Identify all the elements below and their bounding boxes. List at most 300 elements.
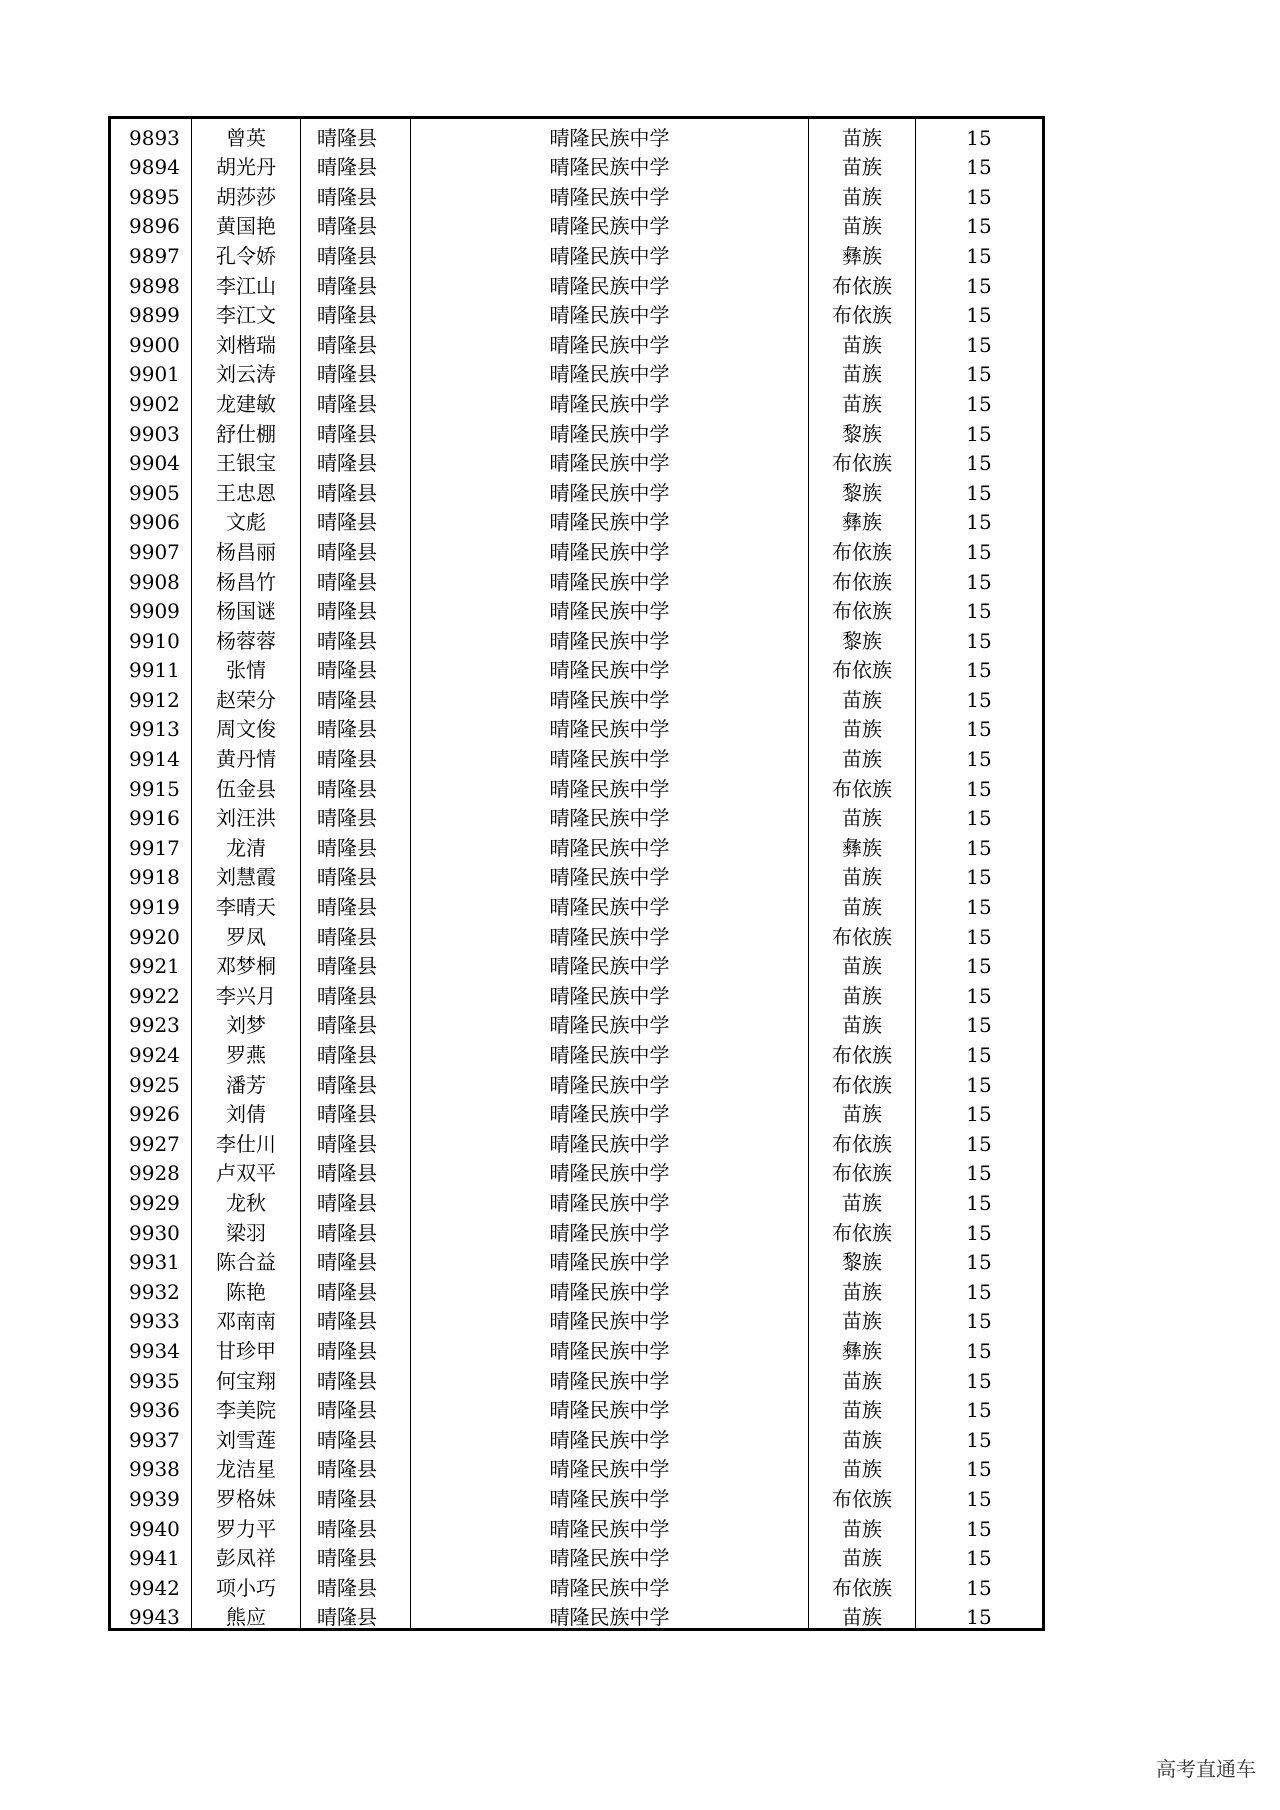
school-cell: 晴隆民族中学 (411, 326, 809, 356)
school-cell: 晴隆民族中学 (411, 118, 809, 149)
school-cell: 晴隆民族中学 (411, 1125, 809, 1155)
id-cell: 9899 (110, 297, 192, 327)
county-cell: 晴隆县 (301, 474, 411, 504)
score-cell: 15 (916, 1066, 1044, 1096)
table-row (110, 948, 1044, 978)
name-cell: 梁羽 (192, 1214, 301, 1244)
id-cell: 9914 (110, 740, 192, 770)
county-cell: 晴隆县 (301, 770, 411, 800)
score-cell: 15 (916, 326, 1044, 356)
id-cell: 9894 (110, 149, 192, 179)
table-row (110, 829, 1044, 859)
ethnicity-cell: 苗族 (809, 178, 916, 208)
id-cell: 9923 (110, 1007, 192, 1037)
county-cell: 晴隆县 (301, 208, 411, 238)
table-row (110, 1214, 1044, 1244)
ethnicity-cell: 苗族 (809, 1303, 916, 1333)
name-cell: 胡光丹 (192, 149, 301, 179)
county-cell: 晴隆县 (301, 1540, 411, 1570)
county-cell: 晴隆县 (301, 681, 411, 711)
id-cell: 9906 (110, 504, 192, 534)
roster-table (108, 116, 1045, 1631)
county-cell: 晴隆县 (301, 1332, 411, 1362)
id-cell: 9900 (110, 326, 192, 356)
school-cell: 晴隆民族中学 (411, 1036, 809, 1066)
table-row (110, 208, 1044, 238)
county-cell: 晴隆县 (301, 415, 411, 445)
name-cell: 项小巧 (192, 1569, 301, 1599)
name-cell: 曾英 (192, 118, 301, 149)
county-cell: 晴隆县 (301, 829, 411, 859)
id-cell: 9897 (110, 237, 192, 267)
county-cell: 晴隆县 (301, 1303, 411, 1333)
ethnicity-cell: 黎族 (809, 415, 916, 445)
name-cell: 甘珍甲 (192, 1332, 301, 1362)
ethnicity-cell: 布依族 (809, 652, 916, 682)
school-cell: 晴隆民族中学 (411, 740, 809, 770)
id-cell: 9898 (110, 267, 192, 297)
table-row (110, 326, 1044, 356)
id-cell: 9912 (110, 681, 192, 711)
name-cell: 罗格妹 (192, 1480, 301, 1510)
table-row (110, 1125, 1044, 1155)
table-row (110, 297, 1044, 327)
school-cell: 晴隆民族中学 (411, 1007, 809, 1037)
name-cell: 刘梦 (192, 1007, 301, 1037)
score-cell: 15 (916, 356, 1044, 386)
county-cell: 晴隆县 (301, 652, 411, 682)
score-cell: 15 (916, 622, 1044, 652)
county-cell: 晴隆县 (301, 326, 411, 356)
score-cell: 15 (916, 829, 1044, 859)
ethnicity-cell: 布依族 (809, 770, 916, 800)
score-cell: 15 (916, 1480, 1044, 1510)
id-cell: 9908 (110, 563, 192, 593)
ethnicity-cell: 布依族 (809, 1155, 916, 1185)
county-cell: 晴隆县 (301, 977, 411, 1007)
name-cell: 刘倩 (192, 1096, 301, 1126)
table-row (110, 415, 1044, 445)
county-cell: 晴隆县 (301, 118, 411, 149)
county-cell: 晴隆县 (301, 237, 411, 267)
score-cell: 15 (916, 888, 1044, 918)
id-cell: 9917 (110, 829, 192, 859)
ethnicity-cell: 苗族 (809, 1510, 916, 1540)
ethnicity-cell: 苗族 (809, 859, 916, 889)
county-cell: 晴隆县 (301, 1392, 411, 1422)
county-cell: 晴隆县 (301, 356, 411, 386)
ethnicity-cell: 苗族 (809, 1451, 916, 1481)
ethnicity-cell: 苗族 (809, 385, 916, 415)
name-cell: 黄丹情 (192, 740, 301, 770)
table-row (110, 1184, 1044, 1214)
score-cell: 15 (916, 740, 1044, 770)
name-cell: 杨国谜 (192, 593, 301, 623)
id-cell: 9905 (110, 474, 192, 504)
score-cell: 15 (916, 652, 1044, 682)
table-row (110, 1244, 1044, 1274)
county-cell: 晴隆县 (301, 178, 411, 208)
table-row (110, 563, 1044, 593)
ethnicity-cell: 黎族 (809, 622, 916, 652)
ethnicity-cell: 苗族 (809, 888, 916, 918)
score-cell: 15 (916, 1392, 1044, 1422)
name-cell: 李江文 (192, 297, 301, 327)
ethnicity-cell: 布依族 (809, 267, 916, 297)
table-row (110, 474, 1044, 504)
school-cell: 晴隆民族中学 (411, 1214, 809, 1244)
id-cell: 9916 (110, 800, 192, 830)
table-row (110, 1510, 1044, 1540)
score-cell: 15 (916, 1421, 1044, 1451)
school-cell: 晴隆民族中学 (411, 1421, 809, 1451)
name-cell: 潘芳 (192, 1066, 301, 1096)
name-cell: 陈合益 (192, 1244, 301, 1274)
name-cell: 文彪 (192, 504, 301, 534)
name-cell: 邓梦桐 (192, 948, 301, 978)
ethnicity-cell: 苗族 (809, 356, 916, 386)
score-cell: 15 (916, 948, 1044, 978)
school-cell: 晴隆民族中学 (411, 1480, 809, 1510)
table-row (110, 504, 1044, 534)
name-cell: 卢双平 (192, 1155, 301, 1185)
name-cell: 杨昌丽 (192, 533, 301, 563)
score-cell: 15 (916, 593, 1044, 623)
county-cell: 晴隆县 (301, 504, 411, 534)
ethnicity-cell: 苗族 (809, 1540, 916, 1570)
county-cell: 晴隆县 (301, 948, 411, 978)
table-row (110, 445, 1044, 475)
school-cell: 晴隆民族中学 (411, 1510, 809, 1540)
school-cell: 晴隆民族中学 (411, 829, 809, 859)
county-cell: 晴隆县 (301, 1510, 411, 1540)
ethnicity-cell: 布依族 (809, 1036, 916, 1066)
score-cell: 15 (916, 1007, 1044, 1037)
id-cell: 9926 (110, 1096, 192, 1126)
name-cell: 孔令娇 (192, 237, 301, 267)
school-cell: 晴隆民族中学 (411, 888, 809, 918)
ethnicity-cell: 黎族 (809, 1244, 916, 1274)
ethnicity-cell: 苗族 (809, 1362, 916, 1392)
name-cell: 龙清 (192, 829, 301, 859)
county-cell: 晴隆县 (301, 1244, 411, 1274)
ethnicity-cell: 苗族 (809, 948, 916, 978)
name-cell: 王银宝 (192, 445, 301, 475)
county-cell: 晴隆县 (301, 918, 411, 948)
score-cell: 15 (916, 415, 1044, 445)
score-cell: 15 (916, 681, 1044, 711)
school-cell: 晴隆民族中学 (411, 1184, 809, 1214)
school-cell: 晴隆民族中学 (411, 1332, 809, 1362)
score-cell: 15 (916, 1244, 1044, 1274)
county-cell: 晴隆县 (301, 593, 411, 623)
table-row (110, 1036, 1044, 1066)
id-cell: 9925 (110, 1066, 192, 1096)
id-cell: 9910 (110, 622, 192, 652)
school-cell: 晴隆民族中学 (411, 533, 809, 563)
school-cell: 晴隆民族中学 (411, 474, 809, 504)
ethnicity-cell: 苗族 (809, 208, 916, 238)
score-cell: 15 (916, 1569, 1044, 1599)
score-cell: 15 (916, 504, 1044, 534)
table-row (110, 1392, 1044, 1422)
score-cell: 15 (916, 1273, 1044, 1303)
county-cell: 晴隆县 (301, 1451, 411, 1481)
school-cell: 晴隆民族中学 (411, 681, 809, 711)
score-cell: 15 (916, 149, 1044, 179)
ethnicity-cell: 苗族 (809, 711, 916, 741)
name-cell: 彭凤祥 (192, 1540, 301, 1570)
school-cell: 晴隆民族中学 (411, 711, 809, 741)
ethnicity-cell: 苗族 (809, 149, 916, 179)
county-cell: 晴隆县 (301, 800, 411, 830)
name-cell: 舒仕棚 (192, 415, 301, 445)
table-row (110, 267, 1044, 297)
ethnicity-cell: 布依族 (809, 533, 916, 563)
id-cell: 9918 (110, 859, 192, 889)
score-cell: 15 (916, 1155, 1044, 1185)
county-cell: 晴隆县 (301, 859, 411, 889)
score-cell: 15 (916, 118, 1044, 149)
county-cell: 晴隆县 (301, 1036, 411, 1066)
table-row (110, 711, 1044, 741)
id-cell: 9895 (110, 178, 192, 208)
score-cell: 15 (916, 711, 1044, 741)
score-cell: 15 (916, 1451, 1044, 1481)
name-cell: 刘汪洪 (192, 800, 301, 830)
county-cell: 晴隆县 (301, 622, 411, 652)
school-cell: 晴隆民族中学 (411, 237, 809, 267)
ethnicity-cell: 布依族 (809, 1569, 916, 1599)
id-cell: 9940 (110, 1510, 192, 1540)
table-row (110, 1096, 1044, 1126)
school-cell: 晴隆民族中学 (411, 149, 809, 179)
id-cell: 9915 (110, 770, 192, 800)
school-cell: 晴隆民族中学 (411, 1066, 809, 1096)
school-cell: 晴隆民族中学 (411, 1155, 809, 1185)
county-cell: 晴隆县 (301, 533, 411, 563)
table-row (110, 859, 1044, 889)
score-cell: 15 (916, 1096, 1044, 1126)
table-row (110, 1303, 1044, 1333)
ethnicity-cell: 苗族 (809, 681, 916, 711)
id-cell: 9938 (110, 1451, 192, 1481)
table-row (110, 652, 1044, 682)
name-cell: 伍金县 (192, 770, 301, 800)
id-cell: 9929 (110, 1184, 192, 1214)
table-row (110, 593, 1044, 623)
score-cell: 15 (916, 1599, 1044, 1630)
score-cell: 15 (916, 267, 1044, 297)
id-cell: 9939 (110, 1480, 192, 1510)
score-cell: 15 (916, 918, 1044, 948)
table-row (110, 1599, 1044, 1630)
score-cell: 15 (916, 977, 1044, 1007)
id-cell: 9901 (110, 356, 192, 386)
county-cell: 晴隆县 (301, 1569, 411, 1599)
school-cell: 晴隆民族中学 (411, 267, 809, 297)
county-cell: 晴隆县 (301, 711, 411, 741)
score-cell: 15 (916, 1125, 1044, 1155)
score-cell: 15 (916, 1332, 1044, 1362)
table-row (110, 918, 1044, 948)
school-cell: 晴隆民族中学 (411, 504, 809, 534)
id-cell: 9922 (110, 977, 192, 1007)
score-cell: 15 (916, 1510, 1044, 1540)
name-cell: 黄国艳 (192, 208, 301, 238)
table-row (110, 149, 1044, 179)
name-cell: 王忠恩 (192, 474, 301, 504)
id-cell: 9911 (110, 652, 192, 682)
school-cell: 晴隆民族中学 (411, 1303, 809, 1333)
score-cell: 15 (916, 800, 1044, 830)
school-cell: 晴隆民族中学 (411, 1599, 809, 1630)
score-cell: 15 (916, 445, 1044, 475)
county-cell: 晴隆县 (301, 1599, 411, 1630)
ethnicity-cell: 布依族 (809, 1066, 916, 1096)
school-cell: 晴隆民族中学 (411, 770, 809, 800)
name-cell: 邓南南 (192, 1303, 301, 1333)
county-cell: 晴隆县 (301, 149, 411, 179)
ethnicity-cell: 布依族 (809, 445, 916, 475)
table-row (110, 1451, 1044, 1481)
table-row (110, 385, 1044, 415)
school-cell: 晴隆民族中学 (411, 1273, 809, 1303)
roster-table-container (108, 116, 1042, 1631)
county-cell: 晴隆县 (301, 1066, 411, 1096)
score-cell: 15 (916, 1184, 1044, 1214)
id-cell: 9896 (110, 208, 192, 238)
school-cell: 晴隆民族中学 (411, 1096, 809, 1126)
ethnicity-cell: 彝族 (809, 504, 916, 534)
roster-table-body (110, 118, 1044, 1630)
table-row (110, 977, 1044, 1007)
name-cell: 龙洁星 (192, 1451, 301, 1481)
name-cell: 罗燕 (192, 1036, 301, 1066)
score-cell: 15 (916, 1362, 1044, 1392)
score-cell: 15 (916, 237, 1044, 267)
table-row (110, 237, 1044, 267)
ethnicity-cell: 苗族 (809, 326, 916, 356)
name-cell: 刘慧霞 (192, 859, 301, 889)
school-cell: 晴隆民族中学 (411, 948, 809, 978)
county-cell: 晴隆县 (301, 1184, 411, 1214)
table-row (110, 1569, 1044, 1599)
table-row (110, 1066, 1044, 1096)
school-cell: 晴隆民族中学 (411, 385, 809, 415)
id-cell: 9893 (110, 118, 192, 149)
name-cell: 刘雪莲 (192, 1421, 301, 1451)
id-cell: 9935 (110, 1362, 192, 1392)
ethnicity-cell: 苗族 (809, 1599, 916, 1630)
county-cell: 晴隆县 (301, 1273, 411, 1303)
county-cell: 晴隆县 (301, 1125, 411, 1155)
ethnicity-cell: 彝族 (809, 237, 916, 267)
ethnicity-cell: 苗族 (809, 1184, 916, 1214)
name-cell: 龙秋 (192, 1184, 301, 1214)
id-cell: 9928 (110, 1155, 192, 1185)
school-cell: 晴隆民族中学 (411, 593, 809, 623)
ethnicity-cell: 彝族 (809, 829, 916, 859)
table-row (110, 888, 1044, 918)
name-cell: 何宝翔 (192, 1362, 301, 1392)
table-row (110, 1540, 1044, 1570)
watermark-text: 高考直通车 (1156, 1757, 1256, 1781)
table-row (110, 118, 1044, 149)
county-cell: 晴隆县 (301, 888, 411, 918)
ethnicity-cell: 布依族 (809, 1480, 916, 1510)
id-cell: 9921 (110, 948, 192, 978)
table-row (110, 1007, 1044, 1037)
id-cell: 9931 (110, 1244, 192, 1274)
ethnicity-cell: 苗族 (809, 740, 916, 770)
name-cell: 李仕川 (192, 1125, 301, 1155)
county-cell: 晴隆县 (301, 385, 411, 415)
score-cell: 15 (916, 770, 1044, 800)
school-cell: 晴隆民族中学 (411, 918, 809, 948)
school-cell: 晴隆民族中学 (411, 415, 809, 445)
ethnicity-cell: 黎族 (809, 474, 916, 504)
county-cell: 晴隆县 (301, 297, 411, 327)
school-cell: 晴隆民族中学 (411, 859, 809, 889)
id-cell: 9943 (110, 1599, 192, 1630)
table-row (110, 770, 1044, 800)
school-cell: 晴隆民族中学 (411, 297, 809, 327)
ethnicity-cell: 苗族 (809, 1007, 916, 1037)
name-cell: 罗凤 (192, 918, 301, 948)
table-row (110, 622, 1044, 652)
id-cell: 9920 (110, 918, 192, 948)
school-cell: 晴隆民族中学 (411, 1362, 809, 1392)
score-cell: 15 (916, 474, 1044, 504)
name-cell: 刘云涛 (192, 356, 301, 386)
county-cell: 晴隆县 (301, 1155, 411, 1185)
name-cell: 刘楷瑞 (192, 326, 301, 356)
county-cell: 晴隆县 (301, 1007, 411, 1037)
score-cell: 15 (916, 533, 1044, 563)
table-row (110, 1421, 1044, 1451)
id-cell: 9932 (110, 1273, 192, 1303)
table-row (110, 533, 1044, 563)
score-cell: 15 (916, 1214, 1044, 1244)
ethnicity-cell: 布依族 (809, 1125, 916, 1155)
school-cell: 晴隆民族中学 (411, 652, 809, 682)
name-cell: 杨昌竹 (192, 563, 301, 593)
score-cell: 15 (916, 859, 1044, 889)
school-cell: 晴隆民族中学 (411, 1540, 809, 1570)
name-cell: 李美院 (192, 1392, 301, 1422)
name-cell: 赵荣分 (192, 681, 301, 711)
id-cell: 9930 (110, 1214, 192, 1244)
ethnicity-cell: 苗族 (809, 118, 916, 149)
id-cell: 9933 (110, 1303, 192, 1333)
ethnicity-cell: 布依族 (809, 563, 916, 593)
ethnicity-cell: 布依族 (809, 593, 916, 623)
county-cell: 晴隆县 (301, 267, 411, 297)
name-cell: 熊应 (192, 1599, 301, 1630)
ethnicity-cell: 苗族 (809, 1096, 916, 1126)
table-row (110, 740, 1044, 770)
name-cell: 杨蓉蓉 (192, 622, 301, 652)
county-cell: 晴隆县 (301, 1480, 411, 1510)
score-cell: 15 (916, 385, 1044, 415)
id-cell: 9904 (110, 445, 192, 475)
table-row (110, 1273, 1044, 1303)
ethnicity-cell: 苗族 (809, 977, 916, 1007)
county-cell: 晴隆县 (301, 1421, 411, 1451)
table-row (110, 1362, 1044, 1392)
table-row (110, 1332, 1044, 1362)
